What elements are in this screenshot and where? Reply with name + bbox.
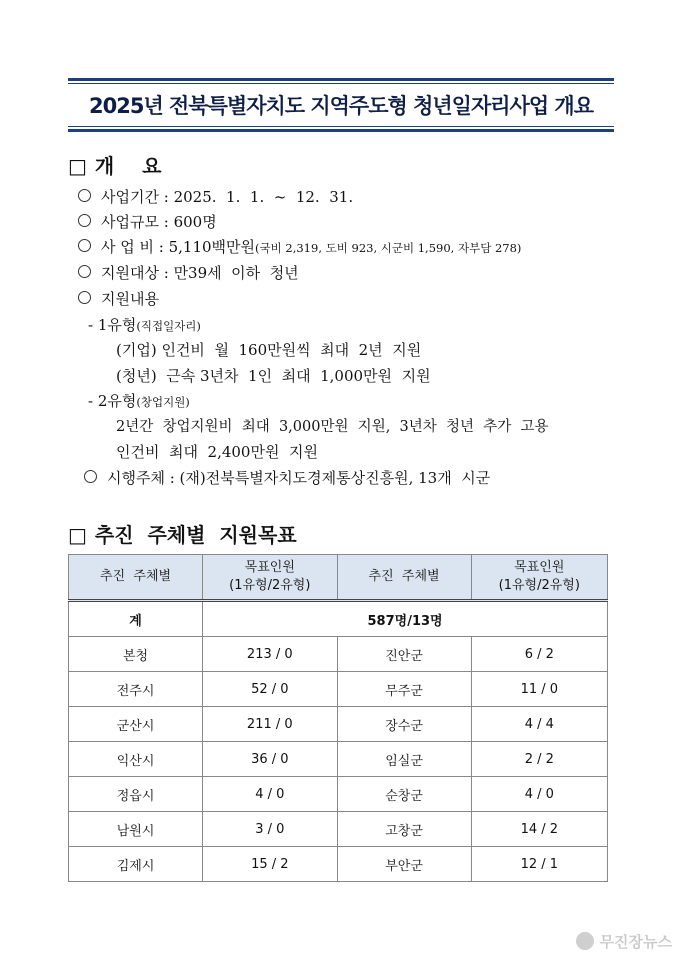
watermark: 무진장뉴스 bbox=[576, 931, 672, 952]
targets-table bbox=[68, 554, 608, 882]
cell-org: 본청 bbox=[69, 637, 203, 672]
cell-org: 임실군 bbox=[337, 742, 471, 777]
list-item: 사업기간 : 2025. 1. 1. ~ 12. 31. bbox=[78, 186, 353, 207]
cell-target: 4 / 4 bbox=[471, 707, 607, 742]
cell-org: 정읍시 bbox=[69, 777, 203, 812]
cell-org: 군산시 bbox=[69, 707, 203, 742]
cell-target: 3 / 0 bbox=[203, 812, 337, 847]
bullet-circle-icon bbox=[84, 470, 97, 483]
cell-org: 남원시 bbox=[69, 812, 203, 847]
cell-target: 36 / 0 bbox=[203, 742, 337, 777]
title-rule-top-thin bbox=[68, 83, 614, 84]
type2-label: - 2유형(창업지원) bbox=[88, 392, 190, 410]
section-box-glyph: □ bbox=[68, 523, 87, 547]
bullet-circle-icon bbox=[78, 214, 91, 227]
type1-line: (기업) 인건비 월 160만원씩 최대 2년 지원 bbox=[116, 341, 422, 359]
total-value: 587명/13명 bbox=[203, 601, 608, 637]
cell-org: 진안군 bbox=[337, 637, 471, 672]
table-row bbox=[69, 777, 608, 812]
section-targets-heading bbox=[68, 519, 297, 548]
cell-org: 부안군 bbox=[337, 847, 471, 882]
header-cell: 추진 주체별 bbox=[69, 555, 203, 601]
header-cell: 추진 주체별 bbox=[337, 555, 471, 601]
cell-target: 52 / 0 bbox=[203, 672, 337, 707]
page-title: 2025년 전북특별자치도 지역주도형 청년일자리사업 개요 bbox=[89, 94, 593, 118]
table-row bbox=[69, 707, 608, 742]
title-rule-top bbox=[68, 78, 614, 81]
cell-target: 11 / 0 bbox=[471, 672, 607, 707]
list-item: 사 업 비 : 5,110백만원(국비 2,319, 도비 923, 시군비 1,590, 자부담 278) bbox=[78, 236, 521, 257]
cell-target: 14 / 2 bbox=[471, 812, 607, 847]
cell-org: 장수군 bbox=[337, 707, 471, 742]
table-row bbox=[69, 812, 608, 847]
cell-org: 무주군 bbox=[337, 672, 471, 707]
list-item: 지원내용 bbox=[78, 288, 159, 309]
cell-org: 익산시 bbox=[69, 742, 203, 777]
table-row bbox=[69, 847, 608, 882]
table-row bbox=[69, 672, 608, 707]
table-total-row bbox=[69, 601, 608, 637]
cell-org: 전주시 bbox=[69, 672, 203, 707]
list-item: 사업규모 : 600명 bbox=[78, 211, 217, 232]
type1-label: - 1유형(직접일자리) bbox=[88, 316, 201, 334]
cell-org: 순창군 bbox=[337, 777, 471, 812]
table-header-row bbox=[69, 555, 608, 601]
cell-org: 고창군 bbox=[337, 812, 471, 847]
cell-target: 2 / 2 bbox=[471, 742, 607, 777]
section-overview-heading bbox=[68, 150, 161, 179]
cell-target: 12 / 1 bbox=[471, 847, 607, 882]
cell-org: 김제시 bbox=[69, 847, 203, 882]
title-rule-bottom-thin bbox=[68, 126, 614, 127]
header-cell: 목표인원 (1유형/2유형) bbox=[471, 555, 607, 601]
bullet-circle-icon bbox=[78, 239, 91, 252]
table-row bbox=[69, 637, 608, 672]
list-item: 지원대상 : 만39세 이하 청년 bbox=[78, 262, 299, 283]
cell-target: 211 / 0 bbox=[203, 707, 337, 742]
title-box bbox=[68, 78, 614, 132]
header-cell: 목표인원 (1유형/2유형) bbox=[203, 555, 337, 601]
title-rule-bottom bbox=[68, 129, 614, 132]
bullet-circle-icon bbox=[78, 189, 91, 202]
cell-target: 4 / 0 bbox=[203, 777, 337, 812]
type2-line: 2년간 창업지원비 최대 3,000만원 지원, 3년차 청년 추가 고용 bbox=[116, 419, 549, 435]
cell-target: 213 / 0 bbox=[203, 637, 337, 672]
bullet-circle-icon bbox=[78, 265, 91, 278]
section-overview-title: 개 요 bbox=[94, 154, 162, 178]
cell-target: 4 / 0 bbox=[471, 777, 607, 812]
total-label: 계 bbox=[69, 601, 203, 637]
watermark-logo-icon bbox=[576, 932, 594, 950]
list-item-executor: 시행주체 : (재)전북특별자치도경제통상진흥원, 13개 시군 bbox=[84, 467, 490, 488]
type1-line: (청년) 근속 3년차 1인 최대 1,000만원 지원 bbox=[116, 367, 431, 385]
cell-target: 6 / 2 bbox=[471, 637, 607, 672]
bullet-circle-icon bbox=[78, 291, 91, 304]
section-box-glyph: □ bbox=[68, 154, 87, 178]
section-targets-title: 추진 주체별 지원목표 bbox=[94, 523, 297, 547]
table-row bbox=[69, 742, 608, 777]
type2-line: 인건비 최대 2,400만원 지원 bbox=[116, 443, 318, 461]
cell-target: 15 / 2 bbox=[203, 847, 337, 882]
